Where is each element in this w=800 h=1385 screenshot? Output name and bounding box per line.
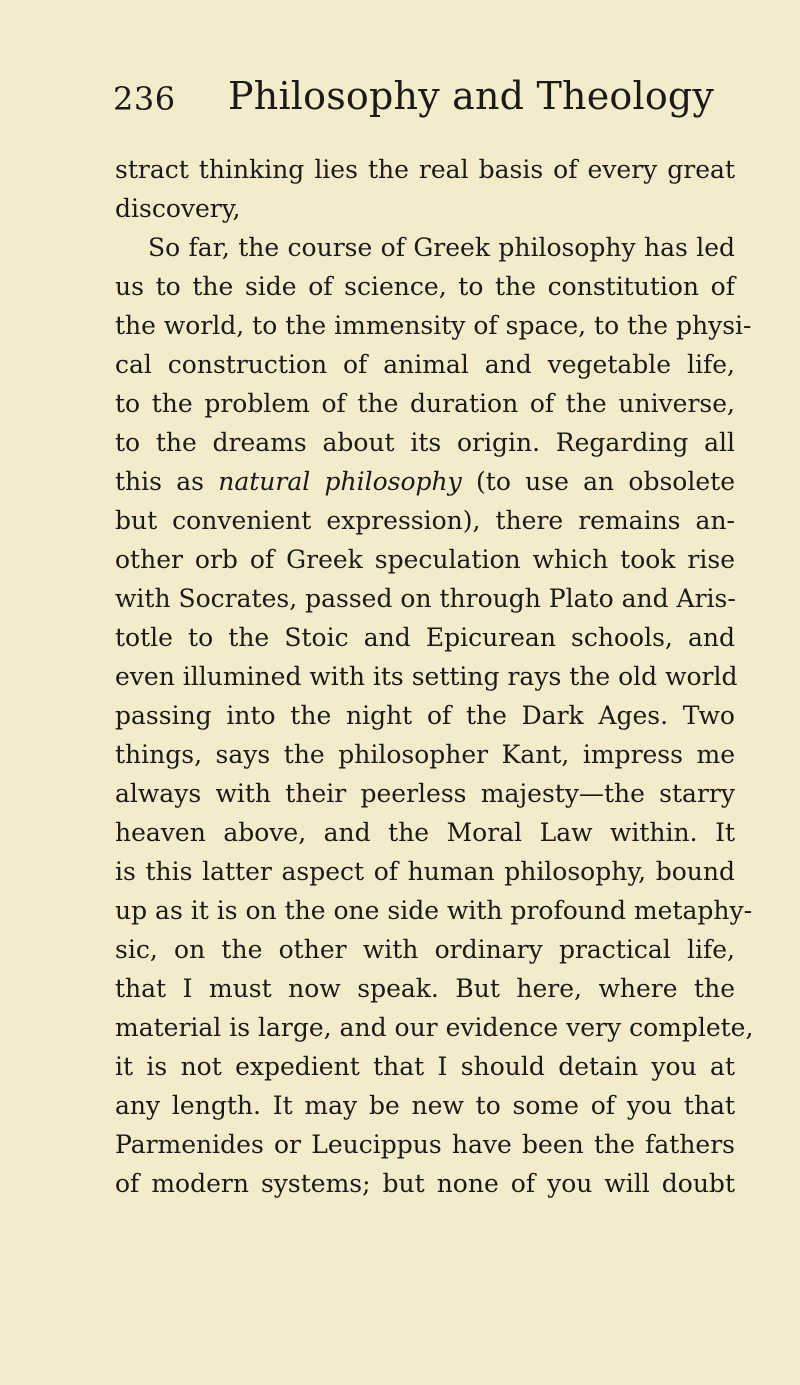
text-line: with Socrates, passed on through Plato and Aris- [115,584,736,613]
text-line: the world, to the immensity of space, to the physi- [115,311,752,340]
text-line: to the problem of the duration of the universe, [115,389,735,418]
text-line: other orb of Greek speculation which took rise [115,545,735,574]
text-segment: (to use an obsolete [461,467,735,496]
text-segment: this as [115,467,219,496]
text-line: of modern systems; but none of you will doubt [115,1169,735,1198]
text-line: sic, on the other with ordinary practical life, [115,935,735,964]
text-line: to the dreams about its origin. Regarding all [115,428,735,457]
text-line: even illumined with its setting rays the old world [115,662,738,691]
text-line: discovery, [115,194,241,223]
text-line: any length. It may be new to some of you that [115,1091,735,1120]
text-line: always with their peerless majesty—the starry [115,779,735,808]
text-line: stract thinking lies the real basis of every great [115,155,735,184]
text-line: So far, the course of Greek philosophy has led [148,233,735,262]
text-line [115,462,735,501]
text-line: is this latter aspect of human philosophy, bound [115,857,735,886]
text-line: Parmenides or Leucippus have been the fathers [115,1130,735,1159]
text-line: it is not expedient that I should detain you at [115,1052,735,1081]
page-header [113,74,733,134]
body-text [115,150,754,1203]
text-line: us to the side of science, to the constitution of [115,272,735,301]
italic-phrase: natural philosophy [218,467,462,496]
text-line: but convenient expression), there remains an- [115,506,735,535]
text-line: that I must now speak. But here, where the [115,974,735,1003]
text-line: heaven above, and the Moral Law within. It [115,818,735,847]
text-line: cal construction of animal and vegetable life, [115,350,735,379]
text-line: things, says the philosopher Kant, impress me [115,740,735,769]
page-number: 236 [113,80,176,118]
text-line: passing into the night of the Dark Ages. Two [115,701,735,730]
text-line: up as it is on the one side with profound metaphy- [115,896,753,925]
running-head: Philosophy and Theology [228,74,715,118]
text-line: totle to the Stoic and Epicurean schools, and [115,623,735,652]
text-line: material is large, and our evidence very complete, [115,1013,754,1042]
